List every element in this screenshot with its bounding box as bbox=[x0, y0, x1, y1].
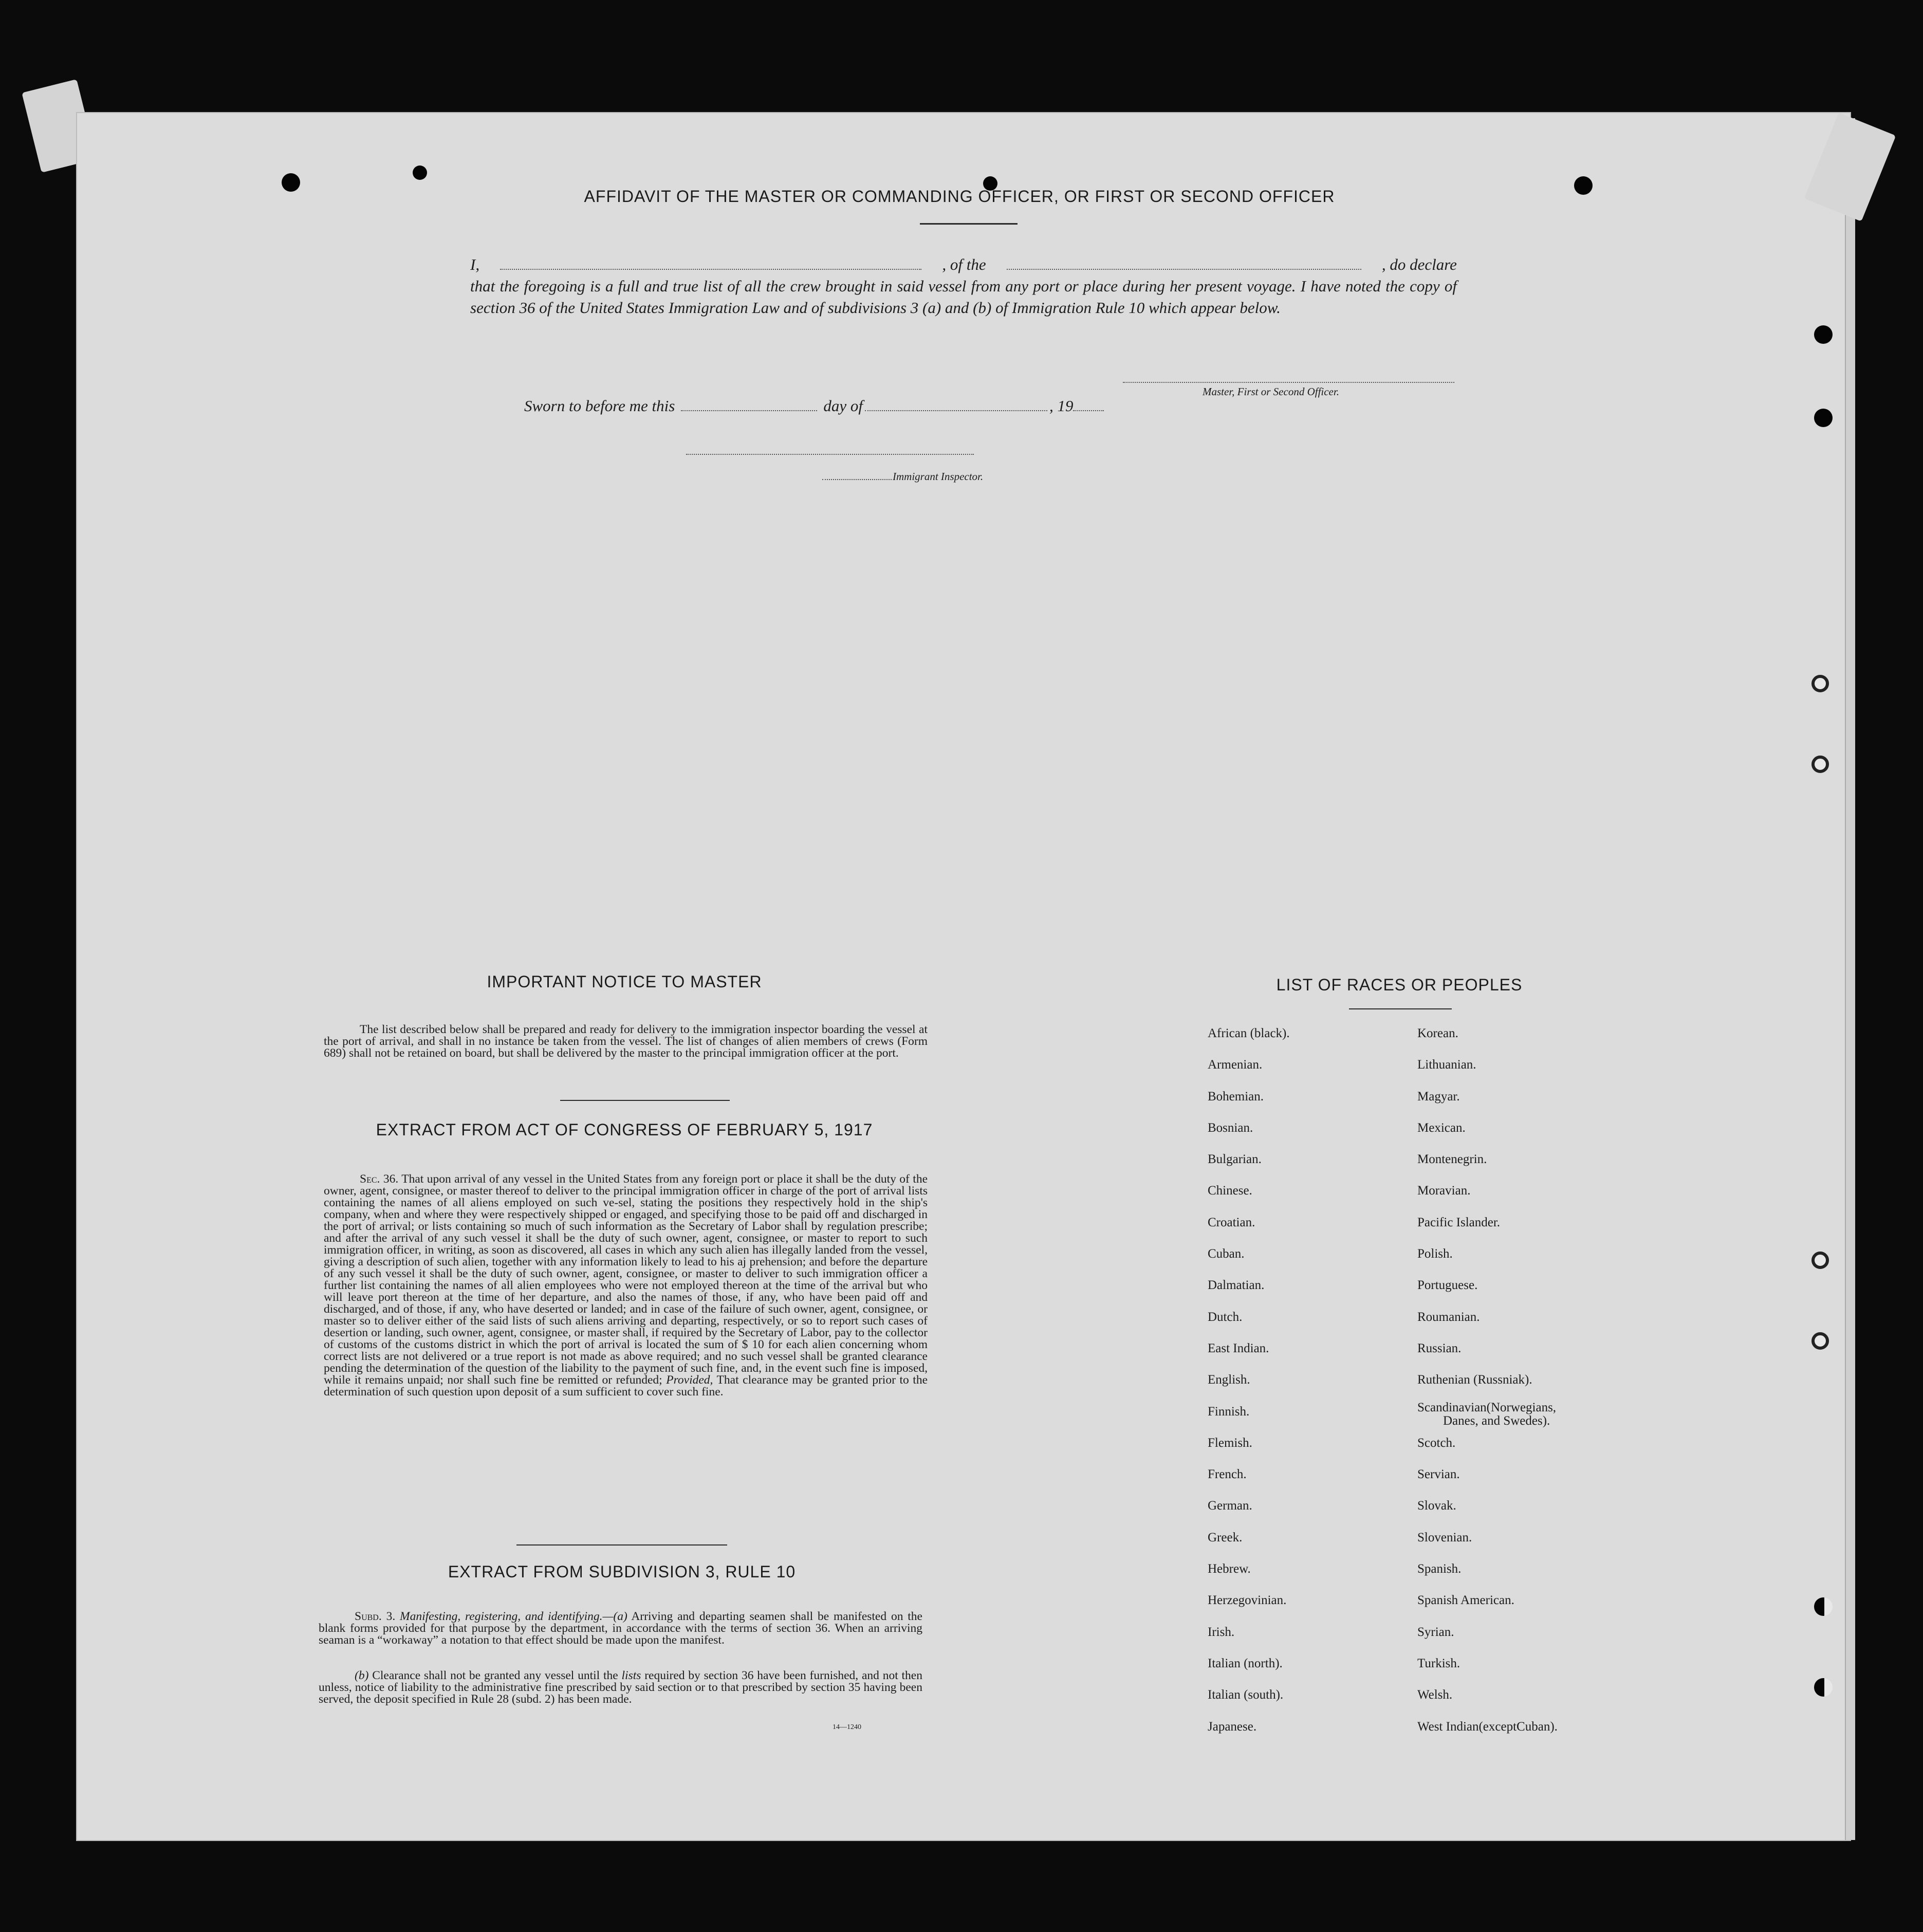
race-item: Chinese. bbox=[1208, 1184, 1252, 1198]
sworn-line bbox=[524, 397, 1104, 415]
punch-hole bbox=[1574, 176, 1593, 195]
sworn-year-prefix: , 19 bbox=[1049, 397, 1074, 415]
punch-hole bbox=[1814, 325, 1833, 344]
inspector-signature-field[interactable] bbox=[686, 454, 974, 455]
race-item: Finnish. bbox=[1208, 1404, 1250, 1419]
sheet-edge-stack bbox=[1845, 118, 1855, 1840]
affidavit-body bbox=[470, 253, 1457, 319]
act-extract-title: EXTRACT FROM ACT OF CONGRESS OF FEBRUARY 5, 1917 bbox=[376, 1120, 873, 1139]
race-item: French. bbox=[1208, 1467, 1247, 1482]
rule-text-b1: Clearance shall not be granted any vessel until the bbox=[372, 1669, 618, 1682]
rule-extract-text-b bbox=[319, 1670, 922, 1705]
race-item: Bohemian. bbox=[1208, 1089, 1264, 1103]
rule-extract-text-a bbox=[319, 1611, 922, 1646]
race-item: Russian. bbox=[1417, 1341, 1462, 1355]
race-item: Bosnian. bbox=[1208, 1120, 1253, 1135]
race-item: Cuban. bbox=[1208, 1247, 1245, 1261]
race-item: Servian. bbox=[1417, 1467, 1460, 1482]
sworn-month-field[interactable] bbox=[865, 398, 1047, 411]
rule-text-b-lists: lists bbox=[621, 1669, 641, 1682]
sworn-year-field[interactable] bbox=[1073, 399, 1104, 411]
act-extract-rule bbox=[516, 1544, 727, 1545]
notice-title: IMPORTANT NOTICE TO MASTER bbox=[487, 972, 762, 991]
race-item: Bulgarian. bbox=[1208, 1152, 1262, 1167]
race-item: Dalmatian. bbox=[1208, 1278, 1265, 1293]
officer-name-field[interactable] bbox=[500, 253, 921, 270]
race-item: Japanese. bbox=[1208, 1719, 1257, 1734]
race-item: Magyar. bbox=[1417, 1089, 1460, 1103]
races-column-1 bbox=[1208, 1018, 1290, 1742]
master-signature-caption: Master, First or Second Officer. bbox=[1203, 385, 1339, 398]
sworn-day-of: day of bbox=[823, 397, 863, 415]
race-item: Greek. bbox=[1208, 1530, 1243, 1544]
race-item: English. bbox=[1208, 1373, 1250, 1387]
race-item: Korean. bbox=[1417, 1026, 1458, 1040]
race-item: Hebrew. bbox=[1208, 1562, 1251, 1576]
rule-b-label: (b) bbox=[355, 1669, 369, 1682]
race-item: German. bbox=[1208, 1499, 1252, 1513]
race-item: Welsh. bbox=[1417, 1688, 1453, 1702]
rule-extract-title: EXTRACT FROM SUBDIVISION 3, RULE 10 bbox=[448, 1562, 796, 1581]
punch-hole bbox=[1811, 1332, 1829, 1350]
inspector-caption: Immigrant Inspector. bbox=[893, 470, 984, 483]
race-item: Scotch. bbox=[1417, 1436, 1456, 1450]
punch-hole bbox=[1811, 756, 1829, 773]
race-item: Moravian. bbox=[1417, 1184, 1471, 1198]
notice-rule bbox=[560, 1100, 730, 1101]
act-section-text: That upon arrival of any vessel in the United States from any foreign port or place it shall be the duty of the owner, agent, consignee, or master thereof to deliver to the principal immigration officer in charge of the port of arrival lists containing the names of all aliens employed on such ve-sel, stating the positions they respectively hold in the ship's company, when and where they were respectively shipped or engaged, and specifying those to be paid off and discharged in the port of arrival; or lists containing so much of such information as the Secretary of Labor shall by regulation prescribe; and after the arrival of any such vessel it shall be the duty of such owner, agent, consignee, or master to report to such immigration officer, in writing, as soon as discovered, all cases in which any such alien has illegally landed from the vessel, giving a description of such alien, together with any information likely to lead to his aj prehension; and before the departure of any such vessel it shall be the duty of such owner, agent, consignee, or master to deliver to such immigration officer a further list containing the names of all alien employees who were not employed thereon at the time of the arrival but who will leave port thereon at the time of her departure, and also the names of those, if any, who have been paid off and discharged, and of those, if any, who have deserted or landed; and in case of the failure of such owner, agent, consignee, or master so to deliver either of the said lists of such aliens arriving and departing, respectively, or so to report such cases of desertion or landing, such owner, agent, consignee, or master shall, if required by the Secretary of Labor, pay to the collector of customs of the customs district in which the port of arrival is located the sum of $ 10 for each alien concerning whom correct lists are not delivered or a true report is not made as above required; and no such vessel shall be granted clearance pending the determination of the question of the liability to the payment of such fine, and, in the event such fine is imposed, while it remains unpaid; nor shall such fine be remitted or refunded; bbox=[324, 1172, 928, 1387]
races-title-rule bbox=[1349, 1008, 1452, 1009]
race-item: Croatian. bbox=[1208, 1215, 1255, 1229]
affidavit-i-label: I, bbox=[470, 255, 480, 273]
act-section-label: Sec. 36. bbox=[360, 1172, 399, 1186]
race-item: Herzegovinian. bbox=[1208, 1593, 1287, 1608]
race-item: Armenian. bbox=[1208, 1058, 1263, 1072]
race-item: Flemish. bbox=[1208, 1436, 1252, 1450]
master-signature-field[interactable] bbox=[1123, 382, 1454, 383]
race-item: West Indian(exceptCuban). bbox=[1417, 1719, 1558, 1734]
act-provided-text: That clearance may be granted prior to the determination of such question upon deposit of a sum sufficient to cover such fine. bbox=[324, 1373, 928, 1399]
race-item: Dutch. bbox=[1208, 1310, 1243, 1324]
inspector-name-field[interactable] bbox=[822, 472, 892, 480]
race-item: Portuguese. bbox=[1417, 1278, 1478, 1293]
race-item: Slovenian. bbox=[1417, 1530, 1472, 1544]
race-item-line: Scandinavian(Norwegians, bbox=[1417, 1400, 1557, 1414]
punch-hole bbox=[1811, 675, 1829, 692]
punch-hole bbox=[1811, 1252, 1829, 1269]
act-extract-text bbox=[324, 1173, 928, 1398]
races-column-2 bbox=[1417, 1018, 1558, 1742]
race-item: Lithuanian. bbox=[1417, 1058, 1476, 1072]
manifest-sheet bbox=[77, 113, 1850, 1840]
punch-hole bbox=[1814, 1597, 1833, 1616]
form-number: 14—1240 bbox=[833, 1723, 861, 1731]
race-item: Italian (south). bbox=[1208, 1688, 1284, 1702]
punch-hole bbox=[1814, 409, 1833, 427]
affidavit-declare-label: , do declare bbox=[1381, 255, 1457, 273]
punch-hole bbox=[282, 173, 300, 192]
punch-hole bbox=[413, 165, 427, 180]
race-item-line: Danes, and Swedes). bbox=[1443, 1413, 1550, 1428]
race-item: African (black). bbox=[1208, 1026, 1290, 1040]
race-item: Spanish. bbox=[1417, 1562, 1462, 1576]
sworn-prefix: Sworn to before me this bbox=[524, 397, 675, 415]
race-item: Irish. bbox=[1208, 1625, 1235, 1639]
sworn-day-field[interactable] bbox=[681, 398, 817, 411]
race-item: Roumanian. bbox=[1417, 1310, 1480, 1324]
races-title: LIST OF RACES OR PEOPLES bbox=[1276, 976, 1523, 994]
race-item: Italian (north). bbox=[1208, 1656, 1283, 1670]
notice-text: The list described below shall be prepared and ready for delivery to the immigration inspector boarding the vessel at the port of arrival, and shall in no instance be taken from the vessel. The list of changes of alien members of crews (Form 689) shall not be retained on board, but shall be delivered by the master to the principal immigration officer at the port. bbox=[324, 1023, 928, 1060]
race-item: Turkish. bbox=[1417, 1656, 1460, 1670]
race-item: Pacific Islander. bbox=[1417, 1215, 1501, 1229]
race-item: Ruthenian (Russniak). bbox=[1417, 1373, 1532, 1387]
race-item bbox=[1417, 1396, 1558, 1427]
rule-text-b2: required by section 36 have been furnished, and not then unless, notice of liability to the administrative fine prescribed by said section or to that prescribed by section 35 having been served, the deposit specified in Rule 28 (subd. 2) has been made. bbox=[319, 1669, 922, 1706]
race-item: Syrian. bbox=[1417, 1625, 1454, 1639]
affidavit-statement: that the foregoing is a full and true list of all the crew brought in said vessel from any port or place during her present voyage. I have noted the copy of section 36 of the United States Immigration Law and of subdivisions 3 (a) and (b) of Immigration Rule 10 which appear below. bbox=[470, 277, 1457, 317]
rule-subd-label: Subd. 3. bbox=[355, 1610, 396, 1623]
punch-hole bbox=[1814, 1678, 1833, 1697]
race-item: Mexican. bbox=[1417, 1120, 1466, 1135]
race-item: Montenegrin. bbox=[1417, 1152, 1487, 1167]
race-item: Polish. bbox=[1417, 1247, 1453, 1261]
race-item: Spanish American. bbox=[1417, 1593, 1514, 1608]
inspector-caption-line bbox=[822, 470, 983, 483]
race-item: Slovak. bbox=[1417, 1499, 1456, 1513]
rule-text-a: Arriving and departing seamen shall be manifested on the blank forms provided for that purpose by the department, in accordance with the terms of section 36. When an arriving seaman is a “workaway” a notation to that effect should be made upon the manifest. bbox=[319, 1610, 922, 1647]
vessel-name-field[interactable] bbox=[1007, 253, 1361, 270]
affidavit-of-the-label: , of the bbox=[942, 255, 986, 273]
affidavit-title-rule bbox=[920, 223, 1018, 225]
rule-subd-heading: Manifesting, registering, and identifying.—(a) bbox=[400, 1610, 627, 1623]
affidavit-title: AFFIDAVIT OF THE MASTER OR COMMANDING OFFICER, OR FIRST OR SECOND OFFICER bbox=[584, 187, 1335, 206]
race-item: East Indian. bbox=[1208, 1341, 1269, 1355]
act-provided-label: Provided, bbox=[666, 1373, 713, 1387]
